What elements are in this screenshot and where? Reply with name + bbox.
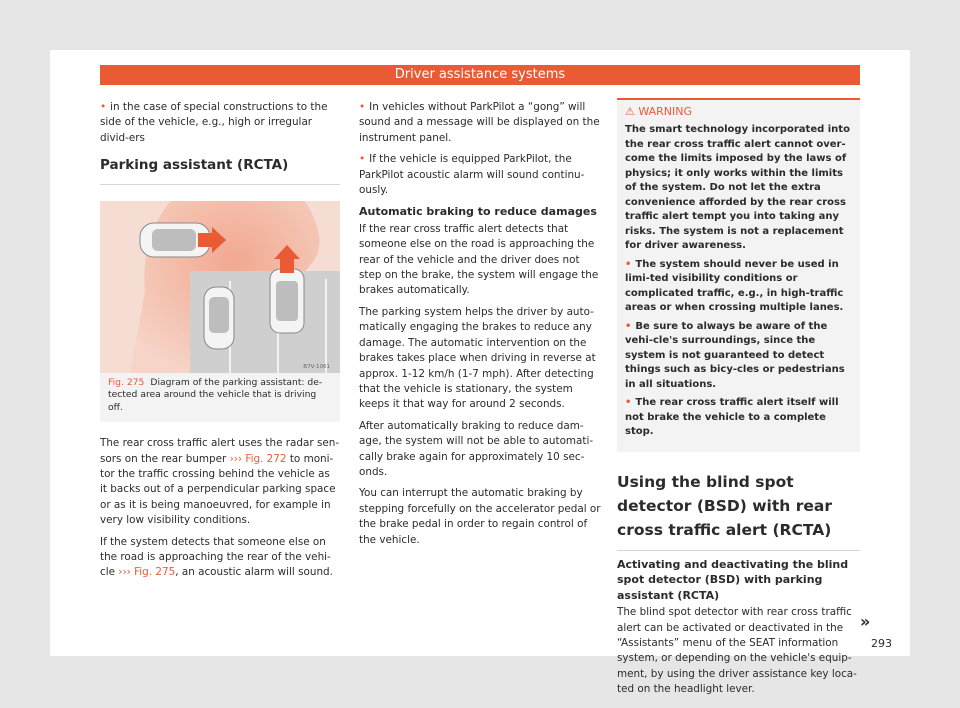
text: The rear cross traffic alert uses the radar sen-sors on the rear bumper (100, 437, 340, 465)
paragraph: After automatically braking to reduce dam-age, the system will not be able to automati-cally brake again for approximately 10 sec-onds. (359, 419, 594, 478)
warning-bullet: • The system should never be used in limi-ted visibility conditions or complicated traffic, e.g., in high-traffic areas or when crossing multiple lanes. (625, 258, 852, 316)
warning-box (617, 98, 860, 452)
bullet-item: • in the case of special constructions to the side of the vehicle, e.g., high or irregular divid-ers (100, 100, 340, 146)
warning-label: WARNING (638, 105, 693, 118)
paragraph (100, 535, 340, 581)
figure-caption (100, 373, 340, 423)
text: , an acoustic alarm will sound. (175, 566, 333, 579)
car-roof (276, 281, 298, 321)
paragraph: The parking system helps the driver by auto-matically engaging the brakes to reduce any damage. The automatic intervention on the brakes takes place when driving in reverse at approx. 1-12 km/h (1-7 mph). After detecting that the vehicle is stationary, the system keeps it that way for around 2 seconds. (359, 305, 596, 411)
car-roof (209, 297, 229, 333)
warning-text: The smart technology incorporated into the rear cross traffic alert cannot over-come the limits imposed by the laws of physics; it only works within the limits of the system. Do not let the extra convenience afforded by the rear cross traffic alert tempt you into taking any risks. The system is not a replacement for driver awareness. (625, 124, 850, 252)
paragraph: If the rear cross traffic alert detects that someone else on the road is approaching the rear of the vehicle and the driver does not step on the brake, the system will engage the brakes automatically. (359, 222, 599, 297)
figure-link[interactable]: ››› Fig. 275 (118, 566, 176, 579)
paragraph: You can interrupt the automatic braking by stepping forcefully on the accelerator pedal or the brake pedal in order to regain control of the vehicle. (359, 487, 601, 546)
warning-icon: ⚠ (625, 105, 639, 118)
section-header: Driver assistance systems (100, 65, 860, 85)
column-3 (617, 98, 860, 704)
figure-code: B7V-1061 (303, 363, 330, 370)
figure-caption-text: Diagram of the parking assistant: de-tected area around the vehicle that is driving off. (108, 376, 323, 413)
text: to moni-tor the traffic crossing behind the vehicle as it backs out of a perpendicular parking space or as it is being manoeuvred, for example in very low visibility conditions. (100, 452, 336, 527)
subheading: Activating and deactivating the blind spot detector (BSD) with parking assistant (RCTA) (617, 557, 849, 602)
paragraph (100, 436, 340, 528)
car-roof (152, 229, 196, 251)
warning-title (625, 104, 852, 119)
section-heading: Using the blind spot detector (BSD) with rear cross traffic alert (RCTA) (617, 470, 860, 551)
text: If the system detects that someone else on the road is approaching the rear of the vehi-cle (100, 535, 331, 579)
parking-diagram (100, 201, 340, 373)
section-heading: Parking assistant (RCTA) (100, 158, 340, 184)
page-number: 293 (871, 637, 892, 650)
figure-link[interactable]: ››› Fig. 272 (229, 452, 287, 465)
column-1 (100, 100, 340, 587)
column-2 (359, 100, 601, 554)
warning-bullet: • Be sure to always be aware of the vehi-cle's surroundings, since the system is not guaranteed to detect things such as bicy-cles or pedestrians in all situations. (625, 320, 852, 393)
figure-label: Fig. 275 (108, 376, 145, 388)
bullet-item: • If the vehicle is equipped ParkPilot, the ParkPilot acoustic alarm will sound continu-ously. (359, 152, 601, 198)
subheading: Automatic braking to reduce damages (359, 205, 597, 219)
bullet-item: • In vehicles without ParkPilot a “gong” will sound and a message will be displayed on the instrument panel. (359, 100, 601, 146)
warning-bullet: • The rear cross traffic alert itself will not brake the vehicle to a complete stop. (625, 396, 852, 440)
paragraph: The blind spot detector with rear cross traffic alert can be activated or deactivated in the “Assistants” menu of the SEAT information system, or depending on the vehicle's equip-ment, by using the driver assistance key loca-ted on the headlight lever. (617, 606, 857, 696)
figure-diagram (100, 201, 340, 373)
continue-icon: » (860, 612, 871, 631)
